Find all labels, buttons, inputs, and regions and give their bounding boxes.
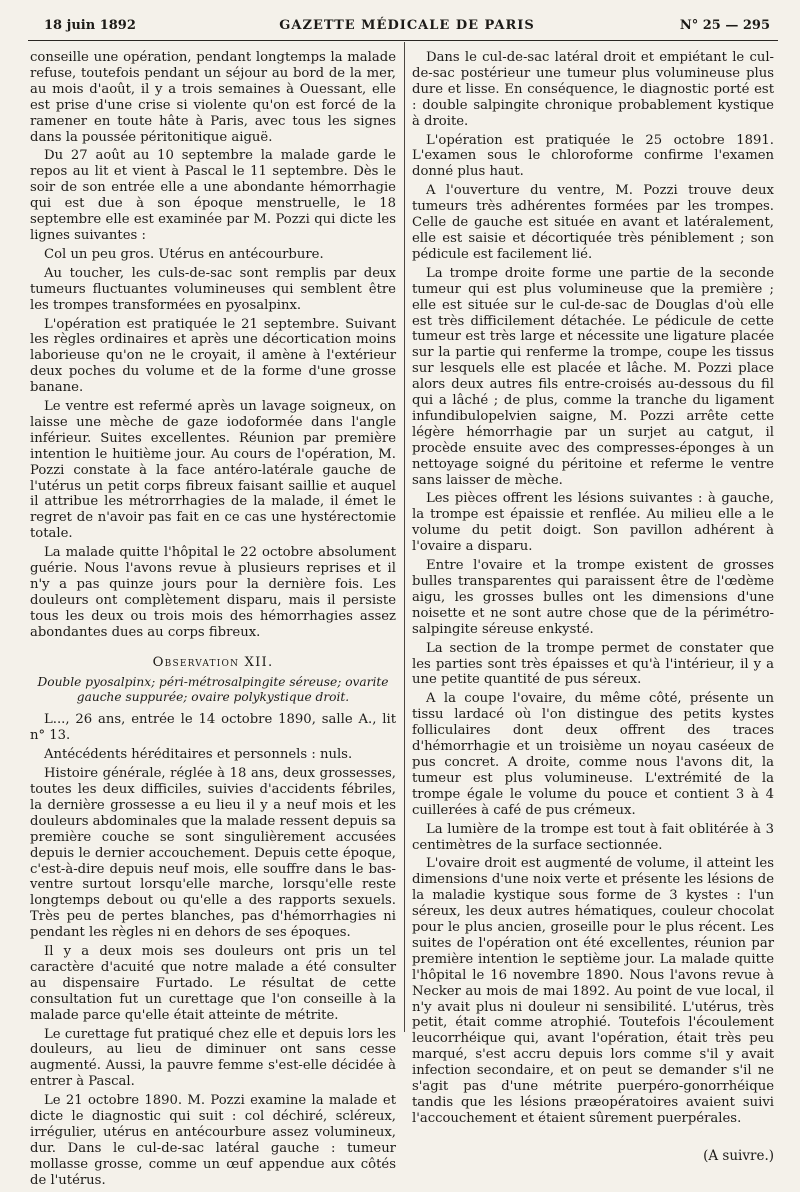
to-be-continued: (A suivre.): [703, 1147, 774, 1164]
paragraph: Col un peu gros. Utérus en antécourbure.: [44, 246, 324, 262]
paragraph: La trompe droite forme une partie de la seconde tumeur qui est plus volumineuse que la première ; elle est située sur le cul-de-sac de Douglas d'où elle est très difficilement détachée. Le pédicule de cette tumeur est très large et nécessite une ligature placée sur la partie qui renferme la trompe, coupe les tissus sur lesquels elle est placée et lâche. M. Pozzi place alors deux autres fils entre-croisés au-dessous du fil qui a lâché ; de plus, comme la tranche du ligament infundibulopelvien saigne, M. Pozzi arrête cette légère hémorrhagie par un surjet au catgut, il procède ensuite avec des compresses-éponges à un nettoyage soigné du péritoine et referme le ventre sans laisser de mèche.: [412, 265, 774, 488]
issue-page-number: N° 25 — 295: [679, 18, 770, 33]
observation-subtitle: Double pyosalpinx; péri-métrosalpingite séreuse; ovarite gauche suppurée; ovaire polykystique droit.: [37, 674, 389, 705]
observation-title: Observation XII.: [152, 654, 274, 670]
column-divider: [404, 42, 405, 1032]
paragraph: Entre l'ovaire et la trompe existent de grosses bulles transparentes qui paraissent être de l'œdème aigu, les grosses bulles ont les dimensions d'une noisette et ne sont autre chose que de la périmétro-salpingite séreuse enkysté.: [412, 558, 774, 637]
issue-date: 18 juin 1892: [44, 18, 136, 33]
paragraph: Le curettage fut pratiqué chez elle et depuis lors les douleurs, au lieu de diminuer ont sans cesse augmenté. Aussi, la pauvre femme s'est-elle décidée à entrer à Pascal.: [30, 1026, 396, 1090]
right-column: [412, 50, 774, 1168]
paragraph: Les pièces offrent les lésions suivantes : à gauche, la trompe est épaissie et renflée. Au milieu elle a le volume du petit doigt. Son pavillon adhérent à l'ovaire a disparu.: [412, 491, 774, 555]
paragraph: Le ventre est refermé après un lavage soigneux, on laisse une mèche de gaze iodoformée dans l'angle inférieur. Suites excellentes. Réunion par première intention le huitième jour. Au cours de l'opération, M. Pozzi constate à la face antéro-latérale gauche de l'utérus un petit corps fibreux faisant saillie et auquel il attribue les métrorrhagies de la malade, il émet le regret de n'avoir pas fait en ce cas une hystérectomie totale.: [30, 399, 396, 542]
paragraph: Dans le cul-de-sac latéral droit et empiétant le cul-de-sac postérieur une tumeur plus volumineuse plus dure et lisse. En conséquence, le diagnostic porté est : double salpingite chronique probablement kystique à droite.: [412, 50, 774, 129]
paragraph: L'opération est pratiquée le 25 octobre 1891. L'examen sous le chloroforme confirme l'examen donné plus haut.: [412, 132, 774, 180]
header-rule: [28, 40, 778, 41]
paragraph: A l'ouverture du ventre, M. Pozzi trouve deux tumeurs très adhérentes formées par les trompes. Celle de gauche est située en avant et latéralement, elle est saisie et décortiquée très péniblement ; son pédicule est facilement lié.: [412, 183, 774, 262]
paragraph: L'opération est pratiquée le 21 septembre. Suivant les règles ordinaires et après une décortication moins laborieuse qu'on ne le croyait, il amène à l'extérieur deux poches du volume et de la forme d'une grosse banane.: [30, 316, 396, 396]
left-column: [30, 50, 396, 1192]
page-header: [44, 18, 770, 40]
paragraph: Le 21 octobre 1890. M. Pozzi examine la malade et dicte le diagnostic qui suit : col déchiré, scléreux, irrégulier, utérus en antécourbure assez volumineux, dur. Dans le cul-de-sac latéral gauche : tumeur mollasse grosse, comme un œuf appendue aux côtés de l'utérus.: [30, 1093, 396, 1188]
paragraph: La lumière de la trompe est tout à fait oblitérée à 3 centimètres de la surface sectionnée.: [412, 821, 774, 853]
paragraph: A la coupe l'ovaire, du même côté, présente un tissu lardacé où l'on distingue des petits kystes folliculaires dont deux offrent des traces d'hémorrhagie et un troisième un noyau caséeux de pus concret. A droite, comme nous l'avons dit, la tumeur est plus volumineuse. L'extrémité de la trompe égale le volume du pouce et contient 3 à 4 cuillerées à café de pus crémeux.: [412, 691, 774, 818]
paragraph: Histoire générale, réglée à 18 ans, deux grossesses, toutes les deux difficiles, suivies d'accidents fébriles, la dernière grossesse a eu lieu il y a neuf mois et les douleurs abdominales que la malade ressent depuis sa première couche se sont singulièrement accusées depuis le dernier accouchement. Depuis cette époque, c'est-à-dire depuis neuf mois, elle souffre dans le bas-ventre surtout lorsqu'elle marche, lorsqu'elle reste longtemps debout ou qu'elle a des rapports sexuels. Très peu de pertes blanches, pas d'hémorrhagies ni pendant les règles ni en dehors de ses époques.: [30, 766, 396, 941]
paragraph: Antécédents héréditaires et personnels : nuls.: [44, 747, 353, 763]
paragraph: L..., 26 ans, entrée le 14 octobre 1890, salle A., lit n° 13.: [30, 712, 396, 744]
paragraph: Au toucher, les culs-de-sac sont remplis par deux tumeurs fluctuantes volumineuses qui semblent être les trompes transformées en pyosalpinx.: [30, 265, 396, 313]
paragraph: La section de la trompe permet de constater que les parties sont très épaisses et qu'à l'intérieur, il y a une petite quantité de pus séreux.: [412, 640, 774, 688]
paragraph: La malade quitte l'hôpital le 22 octobre absolument guérie. Nous l'avons revue à plusieurs reprises et il n'y a pas quinze jours pour la dernière fois. Les douleurs ont complètement disparu, mais il persiste tous les deux ou trois mois des hémorrhagies assez abondantes dues au corps fibreux.: [30, 545, 396, 640]
paragraph: Il y a deux mois ses douleurs ont pris un tel caractère d'acuité que notre malade a été consulter au dispensaire Furtado. Le résultat de cette consultation fut un curettage que l'on conseille à la malade parce qu'elle était atteinte de métrite.: [30, 944, 396, 1023]
paragraph: conseille une opération, pendant longtemps la malade refuse, toutefois pendant un séjour au bord de la mer, au mois d'août, il y a trois semaines à Ouessant, elle est prise d'une crise si violente qu'on est forcé de la ramener en toute hâte à Paris, avec tous les signes dans la poussée péritonitique aiguë.: [30, 50, 396, 145]
paragraph: Du 27 août au 10 septembre la malade garde le repos au lit et vient à Pascal le 11 septembre. Dès le soir de son entrée elle a une abondante hémorrhagie qui est due à son époque menstruelle, le 18 septembre elle est examinée par M. Pozzi qui dicte les lignes suivantes :: [30, 148, 396, 243]
paragraph: L'ovaire droit est augmenté de volume, il atteint les dimensions d'une noix verte et présente les lésions de la maladie kystique sous forme de 3 kystes : l'un séreux, les deux autres hématiques, couleur chocolat pour le plus ancien, groseille pour le plus récent. Les suites de l'opération ont été excellentes, réunion par première intention le septième jour. La malade quitte l'hôpital le 16 novembre 1890. Nous l'avons revue à Necker au mois de mai 1892. Au point de vue local, il n'y avait plus ni douleur ni sensibilité. L'utérus, très petit, était comme atrophié. Toutefois l'écoulement leucorrhéique qui, avant l'opération, était très peu marqué, s'est accru depuis lors comme s'il y avait infection secondaire, et on peut se demander s'il ne s'agit pas d'une métrite puerpéro-gonorrhéique tandis que les lésions præopératoires avaient suivi l'accouchement et étaient sûrement puerpérales.: [412, 856, 774, 1126]
journal-title: GAZETTE MÉDICALE DE PARIS: [279, 18, 535, 33]
